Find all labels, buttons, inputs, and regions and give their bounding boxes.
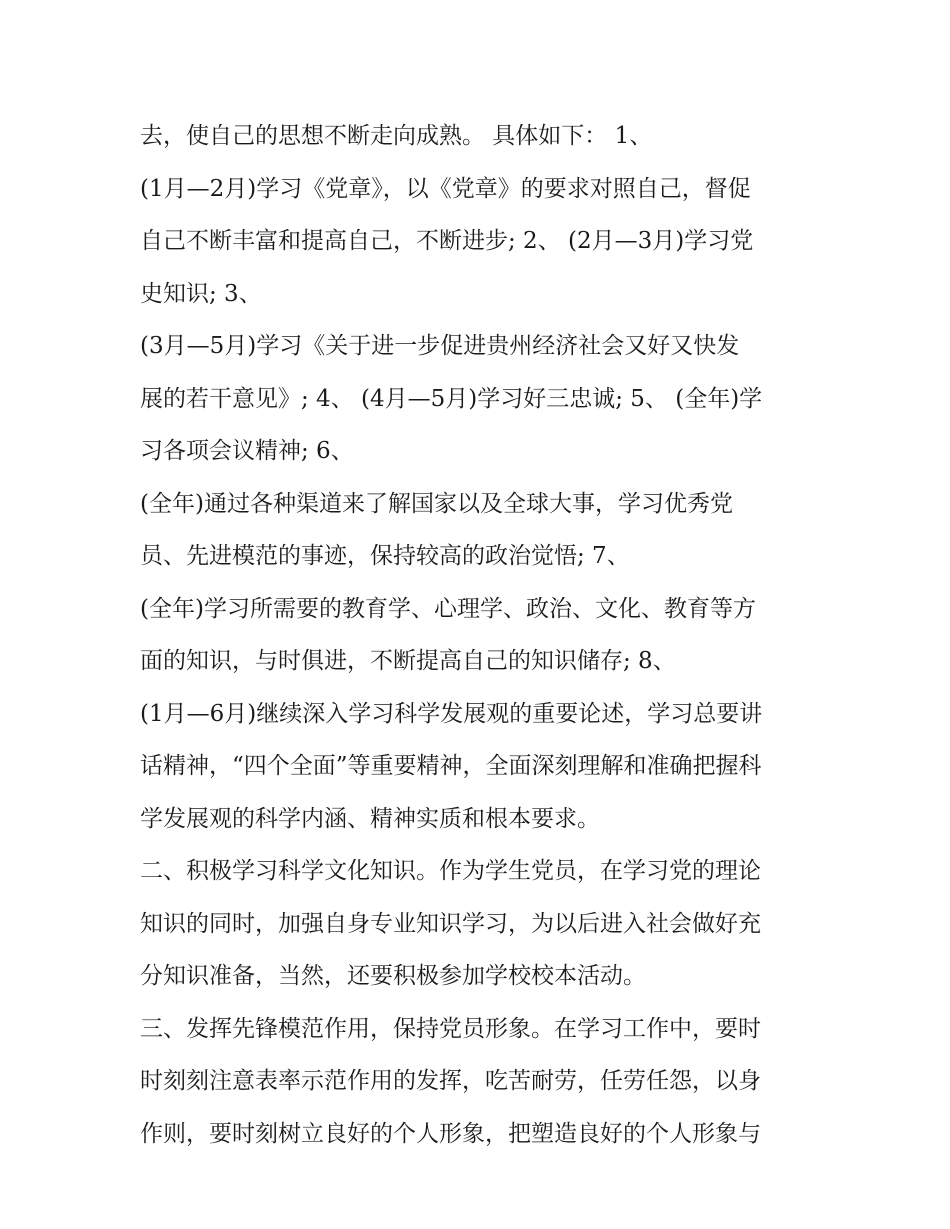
text-line: (1月—2月)学习《党章》，以《党章》的要求对照自己，督促	[140, 175, 751, 202]
text-line: 作则，要时刻树立良好的个人形象，把塑造良好的个人形象与	[140, 1120, 761, 1147]
text-line: (3月—5月)学习《关于进一步促进贵州经济社会又好又快发	[140, 333, 740, 359]
text-line: 话精神，“四个全面”等重要精神，全面深刻理解和准确把握科	[140, 753, 762, 779]
text-line: 史知识; 3、	[140, 280, 262, 307]
text-line: 员、先进模范的事迹，保持较高的政治觉悟; 7、	[140, 543, 630, 569]
text-line: 习各项会议精神; 6、	[140, 438, 354, 464]
text-line: 学发展观的科学内涵、精神实质和根本要求。	[140, 805, 600, 832]
document-body	[140, 110, 830, 1160]
text-line: 面的知识，与时俱进，不断提高自己的知识储存; 8、	[140, 648, 676, 674]
text-line: 时刻刻注意表率示范作用的发挥，吃苦耐劳，任劳任怨，以身	[140, 1068, 761, 1094]
text-line: 展的若干意见》; 4、 (4月—5月)学习好三忠诚; 5、 (全年)学	[140, 385, 763, 412]
text-line: 三、发挥先锋模范作用，保持党员形象。在学习工作中，要时	[140, 1015, 761, 1042]
text-line: 二、积极学习科学文化知识。作为学生党员，在学习党的理论	[140, 858, 761, 884]
text-line: (1月—6月)继续深入学习科学发展观的重要论述，学习总要讲	[140, 700, 763, 727]
text-line: 知识的同时，加强自身专业知识学习，为以后进入社会做好充	[140, 910, 761, 937]
text-line: 分知识准备，当然，还要积极参加学校校本活动。	[140, 963, 646, 989]
text-line: 自己不断丰富和提高自己，不断进步; 2、 (2月—3月)学习党	[140, 228, 754, 254]
text-line: 去，使自己的思想不断走向成熟。 具体如下： 1、	[140, 123, 653, 149]
text-line: (全年)学习所需要的教育学、心理学、政治、文化、教育等方	[140, 595, 756, 622]
text-line: (全年)通过各种渠道来了解国家以及全球大事，学习优秀党	[140, 490, 733, 517]
